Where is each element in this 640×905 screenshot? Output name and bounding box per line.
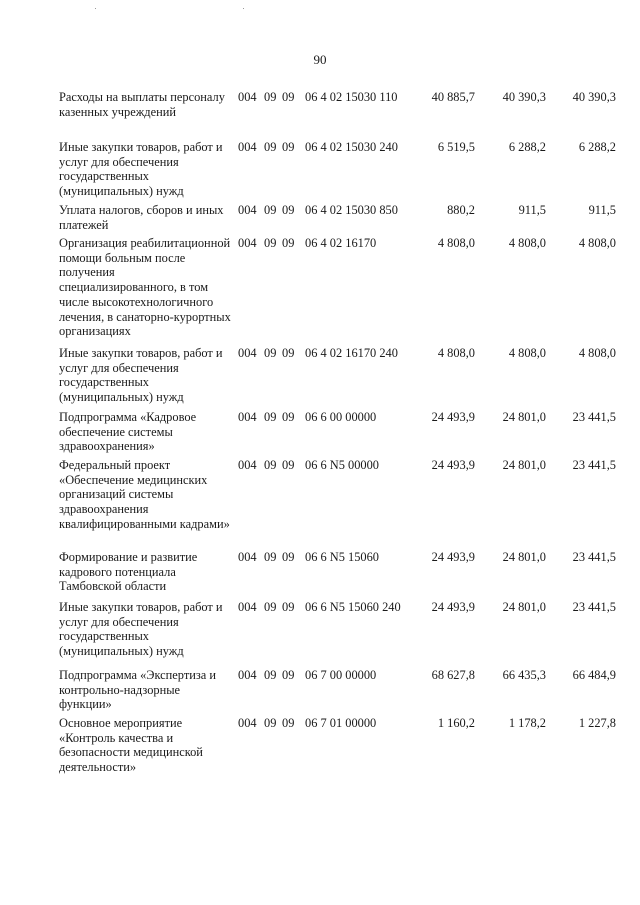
row-name: Федеральный проект «Обеспечение медицинских организаций системы здравоохранения квалифицированными кадрами» xyxy=(59,458,230,531)
target-article-code: 06 7 01 00000 xyxy=(305,716,377,730)
amount-year-2: 24 801,0 xyxy=(502,550,546,564)
amount-year-3: 4 808,0 xyxy=(578,346,616,360)
row-name: Основное мероприятие «Контроль качества и безопасности медицинской деятельности» xyxy=(59,716,203,775)
amount-year-3: 40 390,3 xyxy=(572,90,616,104)
amount-year-3: 911,5 xyxy=(588,203,616,217)
page-number: 90 xyxy=(313,52,327,67)
amount-year-2: 1 178,2 xyxy=(508,716,546,730)
target-article-code: 06 4 02 16170 xyxy=(305,236,377,250)
row-name: Подпрограмма «Экспертиза и контрольно-надзорные функции» xyxy=(59,668,216,712)
amount-year-1: 68 627,8 xyxy=(431,668,475,682)
section-code: 09 xyxy=(264,140,277,154)
section-code: 09 xyxy=(264,203,277,217)
section-code: 09 xyxy=(264,236,277,250)
subsection-code: 09 xyxy=(282,203,295,217)
section-code: 09 xyxy=(264,346,277,360)
subsection-code: 09 xyxy=(282,458,295,472)
amount-year-3: 4 808,0 xyxy=(578,236,616,250)
amount-year-3: 6 288,2 xyxy=(578,140,616,154)
row-name: Расходы на выплаты персоналу казенных учреждений xyxy=(59,90,225,119)
section-code: 09 xyxy=(264,550,277,564)
target-article-code: 06 6 N5 15060 240 xyxy=(305,600,401,614)
subsection-code: 09 xyxy=(282,668,295,682)
grbs-code: 004 xyxy=(238,236,257,250)
row-name: Иные закупки товаров, работ и услуг для обеспечения государственных (муниципальных) нужд xyxy=(59,140,223,199)
target-article-code: 06 4 02 16170 240 xyxy=(305,346,398,360)
amount-year-3: 23 441,5 xyxy=(572,458,616,472)
amount-year-2: 24 801,0 xyxy=(502,410,546,424)
amount-year-3: 23 441,5 xyxy=(572,550,616,564)
amount-year-2: 66 435,3 xyxy=(502,668,546,682)
grbs-code: 004 xyxy=(238,716,257,730)
scan-speck xyxy=(95,8,96,9)
row-name: Иные закупки товаров, работ и услуг для обеспечения государственных (муниципальных) нужд xyxy=(59,346,223,405)
amount-year-1: 1 160,2 xyxy=(437,716,475,730)
section-code: 09 xyxy=(264,410,277,424)
amount-year-1: 6 519,5 xyxy=(437,140,475,154)
grbs-code: 004 xyxy=(238,140,257,154)
section-code: 09 xyxy=(264,458,277,472)
amount-year-1: 24 493,9 xyxy=(431,550,475,564)
amount-year-1: 24 493,9 xyxy=(431,458,475,472)
grbs-code: 004 xyxy=(238,90,257,104)
target-article-code: 06 6 N5 15060 xyxy=(305,550,379,564)
amount-year-3: 23 441,5 xyxy=(572,410,616,424)
section-code: 09 xyxy=(264,668,277,682)
section-code: 09 xyxy=(264,90,277,104)
subsection-code: 09 xyxy=(282,140,295,154)
grbs-code: 004 xyxy=(238,600,257,614)
subsection-code: 09 xyxy=(282,346,295,360)
amount-year-1: 40 885,7 xyxy=(431,90,475,104)
grbs-code: 004 xyxy=(238,410,257,424)
row-name: Подпрограмма «Кадровое обеспечение системы здравоохранения» xyxy=(59,410,197,454)
row-name: Формирование и развитие кадрового потенциала Тамбовской области xyxy=(59,550,198,594)
subsection-code: 09 xyxy=(282,716,295,730)
subsection-code: 09 xyxy=(282,410,295,424)
grbs-code: 004 xyxy=(238,203,257,217)
grbs-code: 004 xyxy=(238,458,257,472)
amount-year-2: 24 801,0 xyxy=(502,600,546,614)
grbs-code: 004 xyxy=(238,346,257,360)
subsection-code: 09 xyxy=(282,236,295,250)
row-name: Иные закупки товаров, работ и услуг для обеспечения государственных (муниципальных) нужд xyxy=(59,600,223,659)
amount-year-2: 6 288,2 xyxy=(508,140,546,154)
amount-year-2: 24 801,0 xyxy=(502,458,546,472)
amount-year-3: 66 484,9 xyxy=(572,668,616,682)
target-article-code: 06 6 00 00000 xyxy=(305,410,377,424)
section-code: 09 xyxy=(264,600,277,614)
amount-year-1: 880,2 xyxy=(447,203,475,217)
amount-year-1: 24 493,9 xyxy=(431,600,475,614)
amount-year-2: 40 390,3 xyxy=(502,90,546,104)
target-article-code: 06 6 N5 00000 xyxy=(305,458,379,472)
section-code: 09 xyxy=(264,716,277,730)
grbs-code: 004 xyxy=(238,668,257,682)
amount-year-2: 4 808,0 xyxy=(508,346,546,360)
amount-year-1: 4 808,0 xyxy=(437,236,475,250)
target-article-code: 06 7 00 00000 xyxy=(305,668,377,682)
amount-year-2: 4 808,0 xyxy=(508,236,546,250)
scan-speck xyxy=(243,8,244,9)
row-name: Уплата налогов, сборов и иных платежей xyxy=(59,203,224,232)
target-article-code: 06 4 02 15030 850 xyxy=(305,203,398,217)
amount-year-3: 1 227,8 xyxy=(578,716,616,730)
amount-year-1: 24 493,9 xyxy=(431,410,475,424)
grbs-code: 004 xyxy=(238,550,257,564)
target-article-code: 06 4 02 15030 240 xyxy=(305,140,398,154)
row-name: Организация реабилитационной помощи больным после получения специализированного, в том числе высокотехнологичного лечения, в санаторно-курортных организациях xyxy=(59,236,231,339)
subsection-code: 09 xyxy=(282,600,295,614)
amount-year-2: 911,5 xyxy=(518,203,546,217)
subsection-code: 09 xyxy=(282,550,295,564)
target-article-code: 06 4 02 15030 110 xyxy=(305,90,398,104)
amount-year-3: 23 441,5 xyxy=(572,600,616,614)
amount-year-1: 4 808,0 xyxy=(437,346,475,360)
subsection-code: 09 xyxy=(282,90,295,104)
